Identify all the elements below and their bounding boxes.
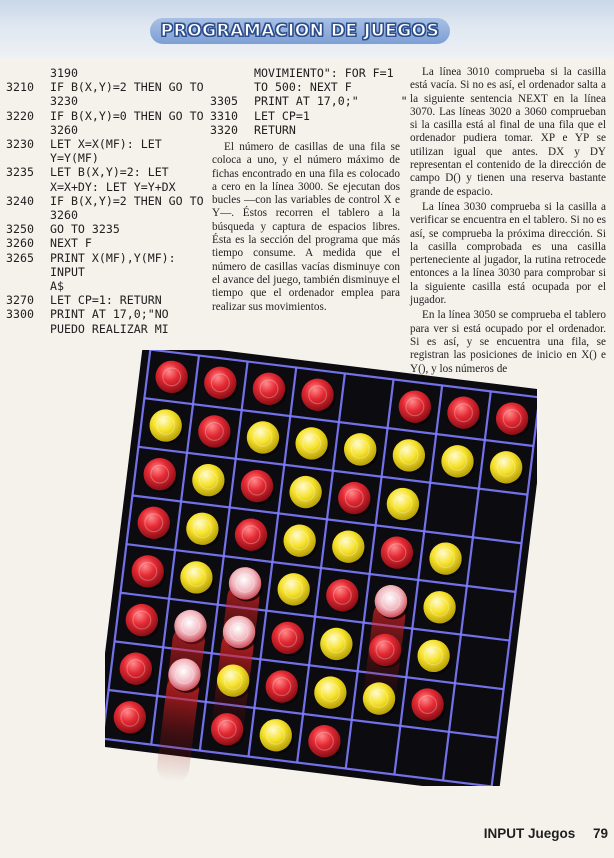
page-footer [428, 826, 608, 844]
code-line [210, 109, 410, 123]
line-number [6, 94, 50, 108]
code-statement: X=X+DY: LET Y=Y+DX [50, 179, 176, 194]
code-statement: LET CP=1 [254, 108, 310, 123]
line-number: 3270 [6, 293, 34, 308]
line-number: 3300 [6, 307, 34, 322]
code-statement: IF B(X,Y)=0 THEN GO TO [50, 108, 204, 123]
code-statement: PUEDO REALIZAR MI [50, 321, 169, 336]
line-number: 3230 [6, 137, 34, 152]
code-line [6, 66, 211, 80]
line-number [6, 322, 50, 336]
code-statement: 3230 [50, 94, 78, 109]
code-line [210, 80, 410, 94]
code-line [210, 123, 410, 137]
line-number: 3235 [6, 165, 34, 180]
code-line [6, 251, 211, 279]
code-statement: IF B(X,Y)=2 THEN GO TO [50, 80, 204, 95]
line-number: 3260 [6, 236, 34, 251]
line-number [6, 279, 50, 293]
line-number [6, 180, 50, 194]
code-line [6, 236, 211, 250]
code-line [6, 322, 211, 336]
othello-board-illustration [105, 350, 537, 786]
code-line [6, 208, 211, 222]
line-number: 3310 [210, 108, 238, 123]
code-statement: 3260 [50, 208, 78, 223]
line-number: 3320 [210, 122, 238, 137]
code-line [6, 180, 211, 194]
paragraph: En la línea 3050 se comprueba el tablero para ver si está ocupado por el ordenador. Si es así, y se encuentra una fila, se registran las posiciones de inicio en X() e Y(), y los números de [410, 309, 606, 375]
code-line [6, 165, 211, 179]
page-number: 79 [592, 826, 608, 841]
code-statement: TO 500: NEXT F [254, 80, 352, 95]
code-statement: A$ [50, 279, 64, 294]
code-statement: PRINT AT 17,0;" " [254, 94, 408, 109]
code-line [6, 151, 211, 165]
code-line [6, 293, 211, 307]
line-number: 3305 [210, 94, 238, 109]
line-number [210, 80, 254, 94]
body-text-right [410, 66, 606, 378]
code-line [6, 109, 211, 123]
line-number [6, 66, 50, 80]
paragraph: El número de casillas de una fila se coloca a uno, y el número máximo de fichas encontrado en una fila es colocado a cero en la línea 3000. Se ejecutan dos bucles —con las variables de control X e Y—. Éstos recorren el tablero a la búsqueda y captura de espacios libres. Ésta es la sección del programa que más tiempo consume. A medida que el número de casillas vacías disminuye con el avance del juego, también disminuye el tiempo que el ordenador emplea para realizar sus movimientos. [212, 141, 400, 313]
code-statement: 3260 [50, 122, 78, 137]
code-line [6, 80, 211, 94]
line-number: 3220 [6, 108, 34, 123]
paragraph: La línea 3010 comprueba si la casilla está vacía. Si no es así, el ordenador salta a la siguiente sentencia NEXT en la línea 3070. Las líneas 3020 a 3060 comprueban si la casilla está al final de una fila que el ordenador pudiera tomar. XP e YP se utilizan igual que antes. DX y DY representan el contenido de la dirección de campo D() y tienen una reserva bastante grande de espacio. [410, 66, 606, 198]
footer-title: INPUT Juegos [483, 826, 576, 841]
code-statement: Y=Y(MF) [50, 151, 99, 166]
code-listing-left [6, 66, 211, 336]
code-statement: LET CP=1: RETURN [50, 293, 162, 308]
line-number [6, 151, 50, 165]
code-statement: PRINT AT 17,0;"NO [50, 307, 169, 322]
section-title: PROGRAMACION DE JUEGOS [150, 18, 450, 44]
code-statement: 3190 [50, 66, 78, 80]
code-statement: IF B(X,Y)=2 THEN GO TO [50, 193, 204, 208]
line-number: 3250 [6, 222, 34, 237]
code-line [6, 307, 211, 321]
line-number [210, 66, 254, 80]
line-number: 3210 [6, 80, 34, 95]
code-statement: LET X=X(MF): LET [50, 137, 162, 152]
code-statement: MOVIMIENTO": FOR F=1 [254, 66, 394, 80]
code-line [6, 123, 211, 137]
code-line [6, 194, 211, 208]
line-number: 3240 [6, 193, 34, 208]
code-statement: GO TO 3235 [50, 222, 120, 237]
code-line [210, 94, 410, 108]
code-line [6, 137, 211, 151]
code-statement: PRINT X(MF),Y(MF): INPUT [50, 250, 183, 279]
code-listing-mid [210, 66, 410, 137]
code-line [6, 94, 211, 108]
body-text-middle [212, 141, 400, 316]
line-number: 3265 [6, 250, 34, 265]
paragraph: La línea 3030 comprueba si la casilla a verificar se encuentra en el tablero. Si no es así, se comprueba la próxima dirección. Si la casilla comprobada es una casilla perteneciente al jugador, la rutina retrocede entonces a la línea 3030 para comprobar si la siguiente casilla está ocupada por el jugador. [410, 200, 606, 307]
code-statement: NEXT F [50, 236, 92, 251]
code-line [210, 66, 410, 80]
code-line [6, 279, 211, 293]
code-line [6, 222, 211, 236]
line-number [6, 123, 50, 137]
board-svg [105, 350, 537, 786]
line-number [6, 208, 50, 222]
code-statement: RETURN [254, 122, 296, 137]
code-statement: LET B(X,Y)=2: LET [50, 165, 169, 180]
